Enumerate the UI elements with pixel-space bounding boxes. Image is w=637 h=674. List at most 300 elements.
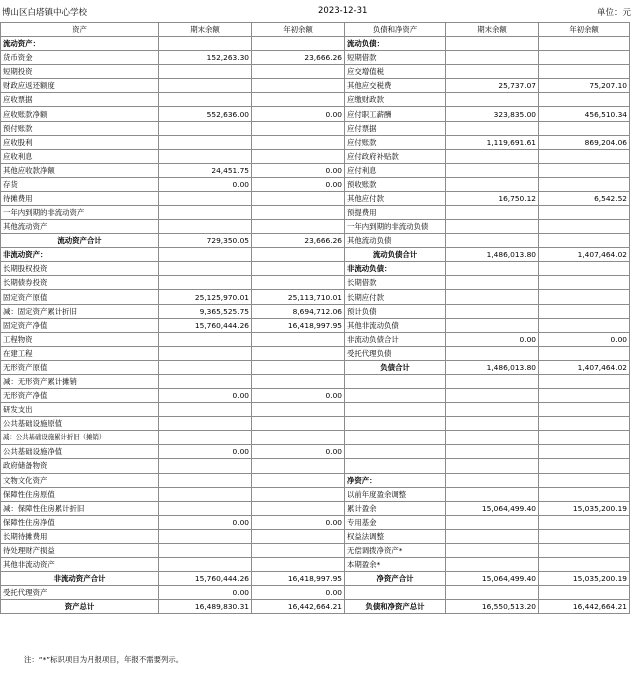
asset-label: 减：固定资产累计折旧 <box>1 304 159 318</box>
table-row <box>1 529 630 543</box>
table-row <box>1 135 630 149</box>
liability-label: 受托代理负债 <box>345 346 446 360</box>
asset-label: 减：公共基础设施累计折旧（摊销） <box>1 431 159 445</box>
liability-end-balance <box>446 163 539 177</box>
table-row <box>1 65 630 79</box>
liability-begin-balance <box>539 177 630 191</box>
liability-begin-balance <box>539 149 630 163</box>
asset-label: 长期股权投资 <box>1 262 159 276</box>
liability-begin-balance <box>539 206 630 220</box>
table-row <box>1 121 630 135</box>
liability-begin-balance: 456,510.34 <box>539 107 630 121</box>
liability-begin-balance <box>539 290 630 304</box>
table-row <box>1 234 630 248</box>
asset-label: 非流动资产： <box>1 248 159 262</box>
asset-begin-balance: 16,418,997.95 <box>252 318 345 332</box>
asset-begin-balance <box>252 459 345 473</box>
balance-sheet-body <box>1 23 630 614</box>
table-row <box>1 332 630 346</box>
asset-begin-balance <box>252 262 345 276</box>
liability-begin-balance: 75,207.10 <box>539 79 630 93</box>
liability-label: 其他流动负债 <box>345 234 446 248</box>
liability-end-balance: 0.00 <box>446 332 539 346</box>
liability-end-balance <box>446 543 539 557</box>
asset-label: 工程物资 <box>1 332 159 346</box>
asset-end-balance <box>159 93 252 107</box>
asset-label: 流动资产合计 <box>1 234 159 248</box>
asset-label: 文物文化资产 <box>1 473 159 487</box>
asset-begin-balance: 0.00 <box>252 586 345 600</box>
asset-label: 货币资金 <box>1 51 159 65</box>
liability-begin-balance <box>539 374 630 388</box>
table-row <box>1 389 630 403</box>
liability-label: 本期盈余* <box>345 557 446 571</box>
asset-begin-balance <box>252 65 345 79</box>
asset-begin-balance <box>252 79 345 93</box>
asset-label: 固定资产净值 <box>1 318 159 332</box>
asset-end-balance: 0.00 <box>159 177 252 191</box>
asset-end-balance <box>159 135 252 149</box>
table-row <box>1 318 630 332</box>
asset-begin-balance <box>252 501 345 515</box>
liability-begin-balance <box>539 318 630 332</box>
asset-end-balance <box>159 220 252 234</box>
table-row <box>1 262 630 276</box>
liability-end-balance <box>446 431 539 445</box>
asset-end-balance: 24,451.75 <box>159 163 252 177</box>
liability-begin-balance <box>539 304 630 318</box>
asset-begin-balance <box>252 93 345 107</box>
table-row <box>1 107 630 121</box>
asset-begin-balance <box>252 529 345 543</box>
liability-begin-balance <box>539 346 630 360</box>
asset-label: 无形资产净值 <box>1 389 159 403</box>
liability-label: 非流动负债合计 <box>345 332 446 346</box>
table-row <box>1 346 630 360</box>
table-row <box>1 557 630 571</box>
asset-label: 预付账款 <box>1 121 159 135</box>
table-row <box>1 37 630 51</box>
liability-end-balance <box>446 473 539 487</box>
liability-end-balance <box>446 487 539 501</box>
report-header <box>0 0 637 22</box>
asset-end-balance <box>159 121 252 135</box>
asset-label: 保障性住房净值 <box>1 515 159 529</box>
table-row <box>1 163 630 177</box>
asset-end-balance <box>159 276 252 290</box>
liability-begin-balance <box>539 234 630 248</box>
liability-label: 一年内到期的非流动负债 <box>345 220 446 234</box>
asset-label: 待处理财产损益 <box>1 543 159 557</box>
liability-label: 其他应交税费 <box>345 79 446 93</box>
asset-label: 固定资产原值 <box>1 290 159 304</box>
table-row <box>1 515 630 529</box>
asset-end-balance <box>159 529 252 543</box>
liability-label <box>345 389 446 403</box>
liability-label: 应缴财政款 <box>345 93 446 107</box>
liability-begin-balance <box>539 65 630 79</box>
liability-begin-balance <box>539 389 630 403</box>
asset-label: 流动资产： <box>1 37 159 51</box>
asset-label: 短期投资 <box>1 65 159 79</box>
liability-begin-balance: 15,035,200.19 <box>539 572 630 586</box>
liability-end-balance <box>446 529 539 543</box>
asset-end-balance <box>159 79 252 93</box>
asset-begin-balance <box>252 332 345 346</box>
liability-label: 应交增值税 <box>345 65 446 79</box>
asset-begin-balance: 0.00 <box>252 163 345 177</box>
table-row <box>1 79 630 93</box>
asset-label: 研发支出 <box>1 403 159 417</box>
asset-begin-balance <box>252 149 345 163</box>
asset-begin-balance: 16,442,664.21 <box>252 600 345 614</box>
asset-label: 其他应收款净额 <box>1 163 159 177</box>
table-row <box>1 304 630 318</box>
liability-end-balance <box>446 149 539 163</box>
liability-end-balance: 1,119,691.61 <box>446 135 539 149</box>
liability-begin-balance <box>539 163 630 177</box>
liability-begin-balance <box>539 93 630 107</box>
liability-end-balance: 16,750.12 <box>446 191 539 205</box>
liability-label <box>345 459 446 473</box>
liability-label: 负债合计 <box>345 360 446 374</box>
liability-end-balance <box>446 276 539 290</box>
asset-label: 存货 <box>1 177 159 191</box>
liability-end-balance <box>446 220 539 234</box>
table-row <box>1 543 630 557</box>
liability-label: 应付职工薪酬 <box>345 107 446 121</box>
liability-label: 应付票据 <box>345 121 446 135</box>
liability-begin-balance: 0.00 <box>539 332 630 346</box>
asset-end-balance: 9,365,525.75 <box>159 304 252 318</box>
liability-label: 无偿调拨净资产* <box>345 543 446 557</box>
table-row <box>1 572 630 586</box>
liability-end-balance <box>446 374 539 388</box>
table-row <box>1 191 630 205</box>
table-row <box>1 290 630 304</box>
asset-label: 减：保障性住房累计折旧 <box>1 501 159 515</box>
asset-begin-balance: 0.00 <box>252 515 345 529</box>
liability-label: 非流动负债： <box>345 262 446 276</box>
asset-end-balance: 15,760,444.26 <box>159 318 252 332</box>
asset-label: 资产总计 <box>1 600 159 614</box>
asset-end-balance <box>159 431 252 445</box>
liability-label: 预计负债 <box>345 304 446 318</box>
asset-begin-balance <box>252 121 345 135</box>
liability-end-balance <box>446 304 539 318</box>
col-header-assets-begin: 年初余额 <box>252 23 345 37</box>
asset-label: 政府储备物资 <box>1 459 159 473</box>
table-row <box>1 220 630 234</box>
asset-end-balance <box>159 346 252 360</box>
asset-end-balance <box>159 248 252 262</box>
liability-end-balance <box>446 346 539 360</box>
table-row <box>1 374 630 388</box>
liability-end-balance <box>446 290 539 304</box>
asset-end-balance <box>159 557 252 571</box>
report-date: 2023-12-31 <box>318 6 368 16</box>
asset-end-balance: 552,636.00 <box>159 107 252 121</box>
asset-end-balance <box>159 403 252 417</box>
liability-end-balance: 1,486,013.80 <box>446 360 539 374</box>
asset-end-balance: 0.00 <box>159 586 252 600</box>
asset-begin-balance <box>252 206 345 220</box>
asset-end-balance: 0.00 <box>159 515 252 529</box>
asset-begin-balance <box>252 191 345 205</box>
liability-end-balance <box>446 262 539 276</box>
table-row <box>1 93 630 107</box>
asset-label: 一年内到期的非流动资产 <box>1 206 159 220</box>
asset-begin-balance: 16,418,997.95 <box>252 572 345 586</box>
liability-end-balance <box>446 206 539 220</box>
asset-begin-balance <box>252 276 345 290</box>
liability-begin-balance <box>539 262 630 276</box>
liability-end-balance: 25,737.07 <box>446 79 539 93</box>
table-row <box>1 248 630 262</box>
liability-begin-balance <box>539 557 630 571</box>
col-header-liab-begin: 年初余额 <box>539 23 630 37</box>
liability-begin-balance <box>539 515 630 529</box>
liability-begin-balance: 15,035,200.19 <box>539 501 630 515</box>
balance-sheet-table <box>0 22 630 614</box>
organization-name: 博山区白塔镇中心学校 <box>2 8 88 18</box>
liability-end-balance <box>446 445 539 459</box>
liability-begin-balance <box>539 417 630 431</box>
asset-end-balance: 0.00 <box>159 445 252 459</box>
liability-end-balance <box>446 121 539 135</box>
header-row <box>1 23 630 37</box>
liability-label: 流动负债合计 <box>345 248 446 262</box>
table-row <box>1 487 630 501</box>
col-header-liab-end: 期末余额 <box>446 23 539 37</box>
liability-begin-balance <box>539 459 630 473</box>
asset-label: 无形资产原值 <box>1 360 159 374</box>
asset-label: 应收股利 <box>1 135 159 149</box>
table-row <box>1 445 630 459</box>
asset-begin-balance <box>252 360 345 374</box>
table-row <box>1 501 630 515</box>
liability-begin-balance: 16,442,664.21 <box>539 600 630 614</box>
asset-label: 财政应返还额度 <box>1 79 159 93</box>
liability-label: 净资产合计 <box>345 572 446 586</box>
liability-end-balance <box>446 93 539 107</box>
asset-end-balance <box>159 374 252 388</box>
liability-label: 净资产： <box>345 473 446 487</box>
asset-end-balance <box>159 487 252 501</box>
liability-begin-balance <box>539 276 630 290</box>
asset-label: 其他流动资产 <box>1 220 159 234</box>
liability-label <box>345 586 446 600</box>
liability-label <box>345 417 446 431</box>
asset-label: 应收账款净额 <box>1 107 159 121</box>
currency-unit: 单位：元 <box>596 8 631 18</box>
liability-begin-balance <box>539 121 630 135</box>
liability-begin-balance: 1,407,464.02 <box>539 248 630 262</box>
asset-end-balance: 15,760,444.26 <box>159 572 252 586</box>
liability-label <box>345 445 446 459</box>
liability-end-balance <box>446 37 539 51</box>
asset-begin-balance: 8,694,712.06 <box>252 304 345 318</box>
liability-label: 流动负债： <box>345 37 446 51</box>
asset-begin-balance: 0.00 <box>252 107 345 121</box>
liability-end-balance <box>446 417 539 431</box>
asset-begin-balance: 23,666.26 <box>252 51 345 65</box>
table-row <box>1 149 630 163</box>
asset-label: 应收票据 <box>1 93 159 107</box>
liability-end-balance: 1,486,013.80 <box>446 248 539 262</box>
asset-begin-balance: 0.00 <box>252 445 345 459</box>
asset-begin-balance: 23,666.26 <box>252 234 345 248</box>
table-row <box>1 459 630 473</box>
liability-label <box>345 431 446 445</box>
table-row <box>1 417 630 431</box>
asset-begin-balance <box>252 403 345 417</box>
liability-end-balance <box>446 515 539 529</box>
asset-end-balance <box>159 149 252 163</box>
liability-label: 权益法调整 <box>345 529 446 543</box>
liability-end-balance <box>446 586 539 600</box>
liability-label: 应付利息 <box>345 163 446 177</box>
asset-label: 公共基础设施原值 <box>1 417 159 431</box>
asset-label: 长期债券投资 <box>1 276 159 290</box>
asset-begin-balance <box>252 557 345 571</box>
asset-begin-balance <box>252 431 345 445</box>
asset-begin-balance <box>252 135 345 149</box>
liability-end-balance <box>446 557 539 571</box>
asset-begin-balance <box>252 543 345 557</box>
asset-end-balance: 0.00 <box>159 389 252 403</box>
liability-end-balance <box>446 318 539 332</box>
liability-begin-balance <box>539 487 630 501</box>
col-header-assets-end: 期末余额 <box>159 23 252 37</box>
liability-end-balance <box>446 177 539 191</box>
table-row <box>1 473 630 487</box>
liability-begin-balance <box>539 586 630 600</box>
liability-begin-balance: 6,542.52 <box>539 191 630 205</box>
asset-label: 在建工程 <box>1 346 159 360</box>
asset-end-balance <box>159 206 252 220</box>
liability-begin-balance <box>539 473 630 487</box>
liability-label <box>345 374 446 388</box>
asset-begin-balance: 25,113,710.01 <box>252 290 345 304</box>
liability-begin-balance <box>539 529 630 543</box>
liability-end-balance <box>446 234 539 248</box>
asset-begin-balance <box>252 417 345 431</box>
liability-begin-balance <box>539 431 630 445</box>
liability-label: 应付账款 <box>345 135 446 149</box>
liability-begin-balance <box>539 403 630 417</box>
asset-begin-balance <box>252 220 345 234</box>
asset-begin-balance <box>252 374 345 388</box>
liability-begin-balance <box>539 37 630 51</box>
liability-end-balance: 15,064,499.40 <box>446 572 539 586</box>
liability-label: 应付政府补贴款 <box>345 149 446 163</box>
asset-label: 其他非流动资产 <box>1 557 159 571</box>
liability-label: 预提费用 <box>345 206 446 220</box>
asset-end-balance <box>159 501 252 515</box>
liability-end-balance <box>446 65 539 79</box>
liability-begin-balance <box>539 543 630 557</box>
asset-end-balance <box>159 37 252 51</box>
asset-end-balance: 25,125,970.01 <box>159 290 252 304</box>
table-row <box>1 600 630 614</box>
liability-label: 长期借款 <box>345 276 446 290</box>
asset-label: 保障性住房原值 <box>1 487 159 501</box>
asset-label: 应收利息 <box>1 149 159 163</box>
table-row <box>1 586 630 600</box>
asset-begin-balance <box>252 487 345 501</box>
asset-end-balance: 16,489,830.31 <box>159 600 252 614</box>
table-row <box>1 276 630 290</box>
asset-begin-balance <box>252 346 345 360</box>
asset-end-balance: 729,350.05 <box>159 234 252 248</box>
col-header-assets: 资产 <box>1 23 159 37</box>
table-row <box>1 177 630 191</box>
table-row <box>1 206 630 220</box>
asset-begin-balance: 0.00 <box>252 177 345 191</box>
asset-end-balance <box>159 332 252 346</box>
liability-end-balance <box>446 389 539 403</box>
table-row <box>1 431 630 445</box>
asset-label: 公共基础设施净值 <box>1 445 159 459</box>
liability-label: 预收账款 <box>345 177 446 191</box>
liability-begin-balance: 869,204.06 <box>539 135 630 149</box>
asset-label: 长期待摊费用 <box>1 529 159 543</box>
footnote: 注：“*”标识项目为月报项目，年报不需要列示。 <box>24 655 184 664</box>
asset-end-balance <box>159 417 252 431</box>
asset-end-balance <box>159 360 252 374</box>
liability-end-balance: 16,550,513.20 <box>446 600 539 614</box>
asset-label: 待摊费用 <box>1 191 159 205</box>
asset-end-balance <box>159 543 252 557</box>
asset-end-balance <box>159 459 252 473</box>
liability-begin-balance <box>539 51 630 65</box>
asset-label: 减：无形资产累计摊销 <box>1 374 159 388</box>
liability-label: 短期借款 <box>345 51 446 65</box>
asset-begin-balance <box>252 248 345 262</box>
table-row <box>1 360 630 374</box>
liability-label: 累计盈余 <box>345 501 446 515</box>
asset-label: 非流动资产合计 <box>1 572 159 586</box>
liability-begin-balance <box>539 220 630 234</box>
liability-label: 长期应付款 <box>345 290 446 304</box>
liability-end-balance <box>446 51 539 65</box>
asset-end-balance <box>159 262 252 276</box>
asset-begin-balance <box>252 473 345 487</box>
liability-end-balance <box>446 403 539 417</box>
col-header-liabilities: 负债和净资产 <box>345 23 446 37</box>
asset-end-balance <box>159 65 252 79</box>
liability-end-balance: 323,835.00 <box>446 107 539 121</box>
asset-begin-balance <box>252 37 345 51</box>
liability-label: 其他应付款 <box>345 191 446 205</box>
asset-label: 受托代理资产 <box>1 586 159 600</box>
liability-begin-balance <box>539 445 630 459</box>
asset-end-balance <box>159 191 252 205</box>
liability-label: 专用基金 <box>345 515 446 529</box>
liability-label <box>345 403 446 417</box>
asset-end-balance <box>159 473 252 487</box>
liability-end-balance <box>446 459 539 473</box>
table-row <box>1 403 630 417</box>
asset-end-balance: 152,263.30 <box>159 51 252 65</box>
liability-label: 以前年度盈余调整 <box>345 487 446 501</box>
liability-end-balance: 15,064,499.40 <box>446 501 539 515</box>
liability-begin-balance: 1,407,464.02 <box>539 360 630 374</box>
asset-begin-balance: 0.00 <box>252 389 345 403</box>
table-row <box>1 51 630 65</box>
liability-label: 负债和净资产总计 <box>345 600 446 614</box>
